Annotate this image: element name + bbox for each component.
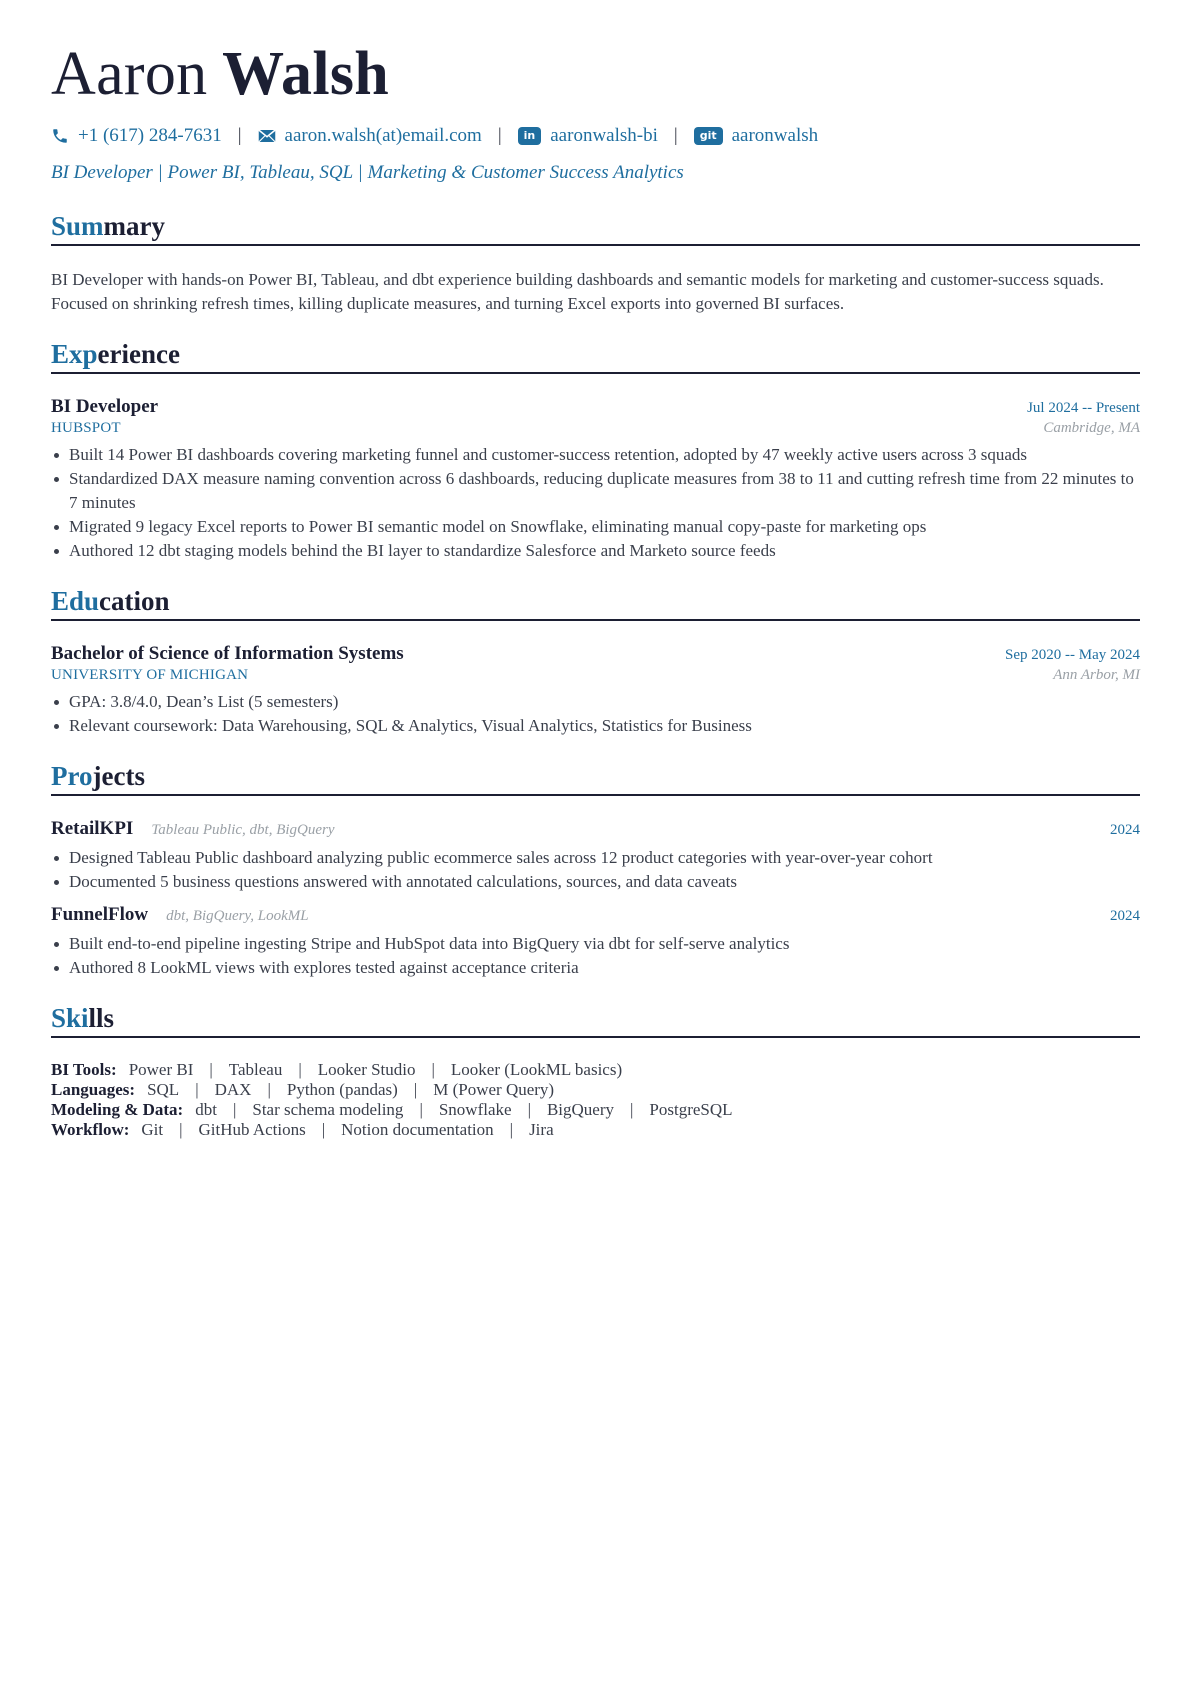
skill-separator: | [431, 1060, 435, 1079]
section-title-accent: Sum [51, 211, 104, 241]
skill-separator: | [179, 1120, 183, 1139]
education-dates: Sep 2020 -- May 2024 [1005, 647, 1140, 663]
skill-item: BigQuery [546, 1100, 615, 1119]
section-title-summary [51, 210, 1140, 246]
skill-separator: | [509, 1120, 514, 1139]
projects-section [51, 760, 1140, 980]
section-title-rest: cation [99, 586, 170, 616]
experience-entry [51, 396, 1140, 563]
skill-separator: | [267, 1080, 271, 1099]
skill-item: Snowflake [438, 1100, 512, 1119]
skill-item: Looker Studio [317, 1060, 416, 1079]
education-entry [51, 643, 1140, 738]
education-bullets [51, 690, 1140, 738]
github-handle: aaronwalsh [731, 125, 819, 146]
skill-separator: | [630, 1100, 634, 1119]
linkedin-icon [518, 127, 542, 145]
skill-row [51, 1120, 1140, 1140]
skill-row [51, 1080, 1140, 1100]
skill-category-label: Modeling & Data: [51, 1100, 184, 1119]
skill-item: Notion documentation [341, 1120, 494, 1139]
contact-phone[interactable] [51, 125, 222, 147]
bullet-item: Relevant coursework: Data Warehousing, SQL & Analytics, Visual Analytics, Statistics for Business [51, 714, 1140, 738]
employer-name: HUBSPOT [51, 420, 121, 436]
phone-icon [51, 127, 69, 145]
skill-separator: | [232, 1100, 237, 1119]
bullet-item: Designed Tableau Public dashboard analyzing public ecommerce sales across 12 product categories with year-over-year cohort [51, 846, 1140, 870]
envelope-icon [258, 129, 276, 143]
section-title-accent: Ski [51, 1003, 89, 1033]
skill-separator: | [298, 1060, 302, 1079]
skill-item: Python (pandas) [286, 1080, 398, 1099]
section-title-accent: Exp [51, 339, 98, 369]
contact-bar [51, 122, 1140, 150]
section-title-experience [51, 338, 1140, 374]
summary-text: BI Developer with hands-on Power BI, Tableau, and dbt experience building dashboards and semantic models for marketing and customer-success squads. Focused on shrinking refresh times, killing duplicate measures, and turning Excel exports into governed BI surfaces. [51, 270, 1104, 313]
bullet-item: Authored 8 LookML views with explores tested against acceptance criteria [51, 956, 1140, 980]
skill-category-label: Languages: [51, 1080, 136, 1099]
skill-item: Star schema modeling [252, 1100, 404, 1119]
skill-separator: | [321, 1120, 326, 1139]
github-badge: git [694, 127, 723, 145]
section-title-rest: lls [88, 1003, 115, 1033]
section-title-projects [51, 760, 1140, 796]
education-section [51, 585, 1140, 738]
phone-number: +1 (617) 284-7631 [78, 125, 222, 146]
contact-separator: | [237, 125, 242, 146]
bullet-item: Built end-to-end pipeline ingesting Stripe and HubSpot data into BigQuery via dbt for self-serve analytics [51, 932, 1140, 956]
skill-item: DAX [214, 1080, 252, 1099]
skill-item: GitHub Actions [198, 1120, 306, 1139]
skill-item: Looker (LookML basics) [450, 1060, 623, 1079]
skills-list [51, 1060, 1140, 1140]
email-address: aaron.walsh(at)email.com [284, 125, 482, 146]
skill-item: Power BI [128, 1060, 194, 1079]
resume-header [51, 40, 1140, 190]
section-title-rest: jects [92, 761, 145, 791]
bullet-item: Standardized DAX measure naming convention across 6 dashboards, reducing duplicate measures from 38 to 11 and cutting refresh time from 22 minutes to 7 minutes [51, 467, 1140, 515]
bullet-item: Authored 12 dbt staging models behind the BI layer to standardize Salesforce and Marketo source feeds [51, 539, 1140, 563]
contact-github[interactable] [694, 125, 818, 147]
section-title-skills [51, 1002, 1140, 1038]
skill-item: M (Power Query) [433, 1080, 555, 1099]
tagline: BI Developer | Power BI, Tableau, SQL | Marketing & Customer Success Analytics [51, 162, 684, 183]
school-name: UNIVERSITY OF MICHIGAN [51, 667, 249, 683]
job-title: BI Developer [51, 396, 159, 417]
first-name: Aaron [51, 40, 208, 108]
skill-separator: | [527, 1100, 531, 1119]
contact-separator: | [673, 125, 678, 146]
skill-item: Git [141, 1120, 164, 1139]
contact-separator: | [497, 125, 502, 146]
skill-separator: | [419, 1100, 423, 1119]
project-name: RetailKPI [51, 818, 134, 839]
job-location: Cambridge, MA [1043, 420, 1140, 436]
project-year: 2024 [1110, 822, 1140, 838]
section-title-accent: Pro [51, 761, 93, 791]
section-title-accent: Edu [51, 586, 100, 616]
skill-category-label: Workflow: [51, 1120, 130, 1139]
project-bullets [51, 932, 1140, 980]
project-year: 2024 [1110, 908, 1140, 924]
project-entry [51, 904, 1140, 980]
summary-section [51, 210, 1140, 316]
skill-category-label: BI Tools: [51, 1060, 117, 1079]
project-bullets [51, 846, 1140, 894]
skill-item: dbt [195, 1100, 217, 1119]
school-location: Ann Arbor, MI [1053, 667, 1140, 683]
bullet-item: Migrated 9 legacy Excel reports to Power BI semantic model on Snowflake, eliminating manual copy-paste for marketing ops [51, 515, 1140, 539]
skill-item: PostgreSQL [649, 1100, 733, 1119]
project-name: FunnelFlow [51, 904, 149, 925]
bullet-item: Documented 5 business questions answered with annotated calculations, sources, and data caveats [51, 870, 1140, 894]
project-tech: dbt, BigQuery, LookML [166, 908, 309, 924]
skills-section [51, 1002, 1140, 1140]
section-title-rest: erience [97, 339, 180, 369]
contact-linkedin[interactable] [518, 125, 658, 147]
skill-separator: | [413, 1080, 418, 1099]
last-name: Walsh [222, 40, 390, 108]
candidate-name [51, 40, 1140, 110]
skill-row [51, 1100, 1140, 1120]
skill-item: SQL [147, 1080, 180, 1099]
project-entry [51, 818, 1140, 894]
section-title-rest: mary [103, 211, 166, 241]
job-dates: Jul 2024 -- Present [1027, 400, 1140, 416]
degree-title: Bachelor of Science of Information Systems [51, 643, 404, 664]
skill-separator: | [195, 1080, 199, 1099]
experience-section [51, 338, 1140, 563]
github-icon [694, 127, 723, 145]
linkedin-badge: in [518, 127, 542, 145]
project-tech: Tableau Public, dbt, BigQuery [151, 822, 335, 838]
contact-email[interactable] [258, 125, 482, 147]
skill-item: Jira [529, 1120, 554, 1139]
skill-item: Tableau [228, 1060, 283, 1079]
skill-row [51, 1060, 1140, 1080]
job-bullets [51, 443, 1140, 563]
bullet-item: GPA: 3.8/4.0, Dean’s List (5 semesters) [51, 690, 1140, 714]
linkedin-handle: aaronwalsh-bi [550, 125, 658, 146]
section-title-education [51, 585, 1140, 621]
skill-separator: | [209, 1060, 213, 1079]
bullet-item: Built 14 Power BI dashboards covering marketing funnel and customer-success retention, adopted by 47 weekly active users across 3 squads [51, 443, 1140, 467]
